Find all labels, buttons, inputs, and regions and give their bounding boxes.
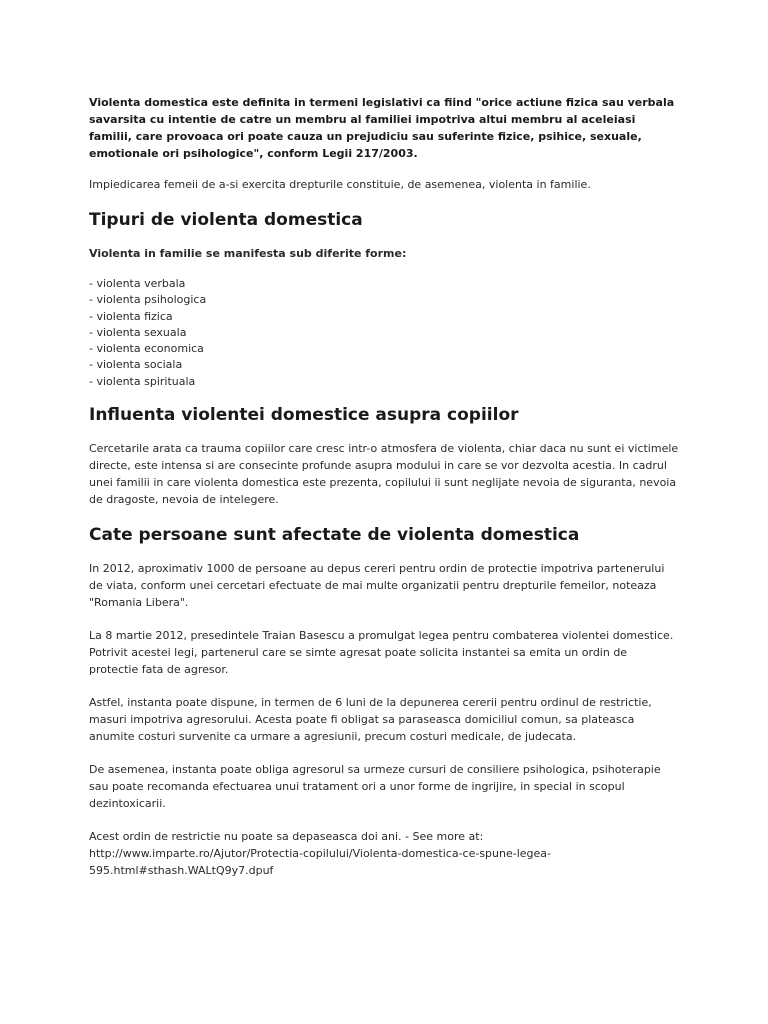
list-item: - violenta sociala	[89, 358, 183, 372]
heading-types: Tipuri de violenta domestica	[89, 210, 363, 230]
list-item: - violenta spirituala	[89, 374, 196, 388]
list-item: - violenta psihologica	[89, 293, 207, 307]
list-item: - violenta economica	[89, 342, 204, 356]
heading-affected: Cate persoane sunt afectate de violenta domestica	[89, 525, 580, 546]
paragraph-final	[89, 828, 679, 879]
list-item: - violenta verbala	[89, 277, 186, 290]
source-link[interactable]: http://www.imparte.ro/Ajutor/Protectia-copilului/Violenta-domestica-ce-spune-legea-595.html#sthash.WALtQ9y7.dpuf	[89, 847, 552, 878]
heading-children: Influenta violentei domestice asupra copiilor	[89, 405, 519, 426]
paragraph-rights: Impiedicarea femeii de a-si exercita drepturile constituie, de asemenea, violenta in familie.	[89, 178, 591, 191]
paragraph-affected-3: Astfel, instanta poate dispune, in termen de 6 luni de la depunerea cererii pentru ordinul de restrictie, masuri impotriva agresorului. Acesta poate fi obligat sa paraseasca domiciliul comun, sa plateasca anumite costuri survenite ca urmare a agresiunii, precum costuri medicale, de judecata.	[89, 696, 652, 744]
types-intro: Violenta in familie se manifesta sub diferite forme:	[89, 247, 407, 260]
final-text: Acest ordin de restrictie nu poate sa depaseasca doi ani. - See more at:	[89, 830, 484, 844]
paragraph-affected-2: La 8 martie 2012, presedintele Traian Basescu a promulgat legea pentru combaterea violentei domestice. Potrivit acestei legi, partenerul care se simte agresat poate solicita instantei sa emita un ordin de protectie fata de agresor.	[89, 629, 674, 677]
intro-paragraph: Violenta domestica este definita in termeni legislativi ca fiind "orice actiune fizica sau verbala savarsita cu intentie de catre un membru al familiei impotriva altui membru al aceleiasi familii, care provoaca ori poate cauza un prejudiciu sau suferinte fizice, psihice, sexuale, emotionale ori psihologice", conform Legii 217/2003.	[89, 96, 675, 160]
paragraph-affected-1: In 2012, aproximativ 1000 de persoane au depus cereri pentru ordin de protectie impotriva partenerului de viata, conform unei cercetari efectuate de mai multe organizatii pentru drepturile femeilor, noteaza "Romania Libera".	[89, 562, 665, 610]
list-item: - violenta sexuala	[89, 325, 187, 339]
paragraph-children: Cercetarile arata ca trauma copiilor care cresc intr-o atmosfera de violenta, chiar daca nu sunt ei victimele directe, este intensa si are consecinte profunde asupra modului in care se vor dezvolta acestia. In cadrul unei familii in care violenta domestica este prezenta, copilului ii sunt neglijate nevoia de siguranta, nevoia de dragoste, nevoia de intelegere.	[89, 442, 679, 507]
violence-types-list	[89, 276, 679, 390]
document-content	[89, 94, 679, 895]
list-item: - violenta fizica	[89, 309, 173, 323]
paragraph-affected-4: De asemenea, instanta poate obliga agresorul sa urmeze cursuri de consiliere psihologica, psihoterapie sau poate recomanda efectuarea unui tratament ori a unor forme de ingrijire, in special in scopul dezintoxicarii.	[89, 763, 661, 811]
